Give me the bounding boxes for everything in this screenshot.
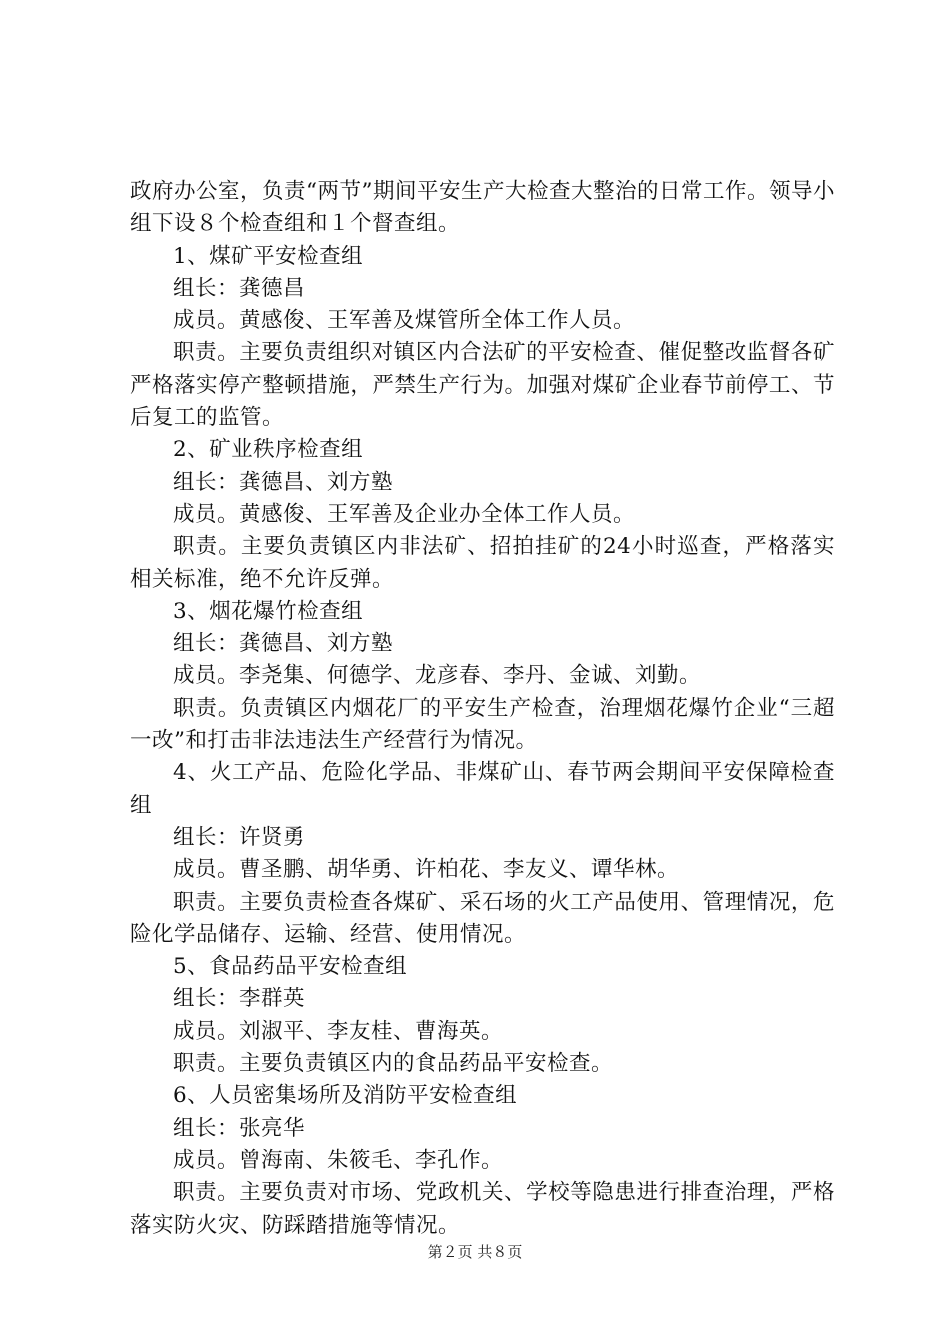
group-1-members: 成员。黄感俊、王军善及煤管所全体工作人员。 xyxy=(173,308,636,334)
group-6-members: 成员。曾海南、朱筱毛、李孔作。 xyxy=(173,1147,504,1173)
group-6-heading: 6、人员密集场所及消防平安检查组 xyxy=(173,1083,518,1109)
group-6-leader: 组长：张亮华 xyxy=(173,1115,306,1141)
group-4-duties: 职责。主要负责检查各煤矿、采石场的火工产品使用、管理情况，危险化学品储存、运输、经营、使用情况。 xyxy=(130,889,835,947)
group-5-leader: 组长：李群英 xyxy=(173,986,306,1012)
group-5-heading: 5、食品药品平安检查组 xyxy=(173,954,408,980)
group-6-duties: 职责。主要负责对市场、党政机关、学校等隐患进行排查治理，严格落实防火灾、防踩踏措施等情况。 xyxy=(130,1180,835,1238)
document-body xyxy=(130,176,835,1242)
group-3-duties: 职责。负责镇区内烟花厂的平安生产检查，治理烟花爆竹企业“三超一改”和打击非法违法生产经营行为情况。 xyxy=(130,695,835,754)
group-5-duties: 职责。主要负责镇区内的食品药品平安检查。 xyxy=(173,1051,614,1077)
group-1-heading: 1、煤矿平安检查组 xyxy=(173,243,364,269)
group-2-duties: 职责。主要负责镇区内非法矿、招拍挂矿的24小时巡查，严格落实相关标准，绝不允许反弹。 xyxy=(130,534,835,592)
group-2-heading: 2、矿业秩序检查组 xyxy=(173,437,364,463)
group-4-heading: 4、火工产品、危险化学品、非煤矿山、春节两会期间平安保障检查组 xyxy=(130,760,835,818)
group-5-members: 成员。刘淑平、李友桂、曹海英。 xyxy=(173,1018,504,1044)
group-2-members: 成员。黄感俊、王军善及企业办全体工作人员。 xyxy=(173,501,636,527)
group-3-leader: 组长：龚德昌、刘方塾 xyxy=(173,631,394,657)
intro-paragraph: 政府办公室，负责“两节”期间平安生产大检查大整治的日常工作。领导小组下设８个检查组和１个督查组。 xyxy=(130,179,835,237)
group-4-members: 成员。曹圣鹏、胡华勇、许柏花、李友义、谭华林。 xyxy=(173,857,680,883)
group-4-leader: 组长：许贤勇 xyxy=(173,824,306,850)
group-3-heading: 3、烟花爆竹检查组 xyxy=(173,598,364,624)
group-1-duties: 职责。主要负责组织对镇区内合法矿的平安检查、催促整改监督各矿严格落实停产整顿措施，严禁生产行为。加强对煤矿企业春节前停工、节后复工的监管。 xyxy=(130,340,835,431)
page-number-footer: 第２页 共８页 xyxy=(427,1243,523,1261)
group-1-leader: 组长：龚德昌 xyxy=(173,275,306,301)
group-2-leader: 组长：龚德昌、刘方塾 xyxy=(173,469,394,495)
group-3-members: 成员。李尧集、何德学、龙彦春、李丹、金诚、刘勤。 xyxy=(173,663,702,689)
